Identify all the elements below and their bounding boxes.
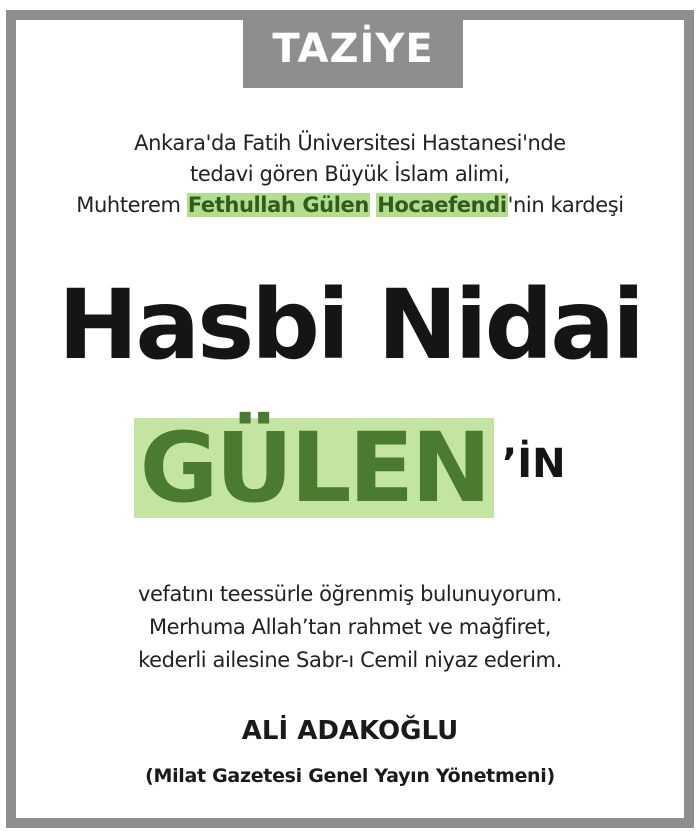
- intro-line-3-prefix: Muhterem: [76, 193, 187, 217]
- intro-line-3: [16, 190, 684, 221]
- highlight-title: Hocaefendi: [377, 193, 507, 217]
- message-line-3: kederli ailesine Sabr-ı Cemil niyaz ederim.: [138, 648, 562, 672]
- intro-text: [16, 128, 684, 221]
- condolence-frame: [6, 10, 694, 828]
- message-line-2: Merhuma Allah’tan rahmet ve mağfiret,: [148, 615, 552, 639]
- intro-line-3-suffix: 'nin kardeşi: [507, 193, 624, 217]
- signer-name: ALİ ADAKOĞLU: [241, 716, 459, 746]
- header-label: TAZİYE: [272, 26, 434, 72]
- surname-suffix: ’İN: [502, 441, 566, 487]
- condolence-message: [16, 578, 684, 677]
- intro-line-1: Ankara'da Fatih Üniversitesi Hastanesi'nde: [134, 131, 566, 155]
- intro-line-2: tedavi gören Büyük İslam alimi,: [190, 162, 510, 186]
- deceased-surname: GÜLEN: [139, 412, 489, 524]
- highlight-name: Fethullah Gülen: [187, 193, 369, 217]
- header-tab: [243, 10, 463, 88]
- signer-title: (Milat Gazetesi Genel Yayın Yönetmeni): [145, 765, 555, 787]
- message-line-1: vefatını teessürle öğrenmiş bulunuyorum.: [137, 582, 563, 606]
- deceased-first-names: Hasbi Nidai: [58, 269, 642, 381]
